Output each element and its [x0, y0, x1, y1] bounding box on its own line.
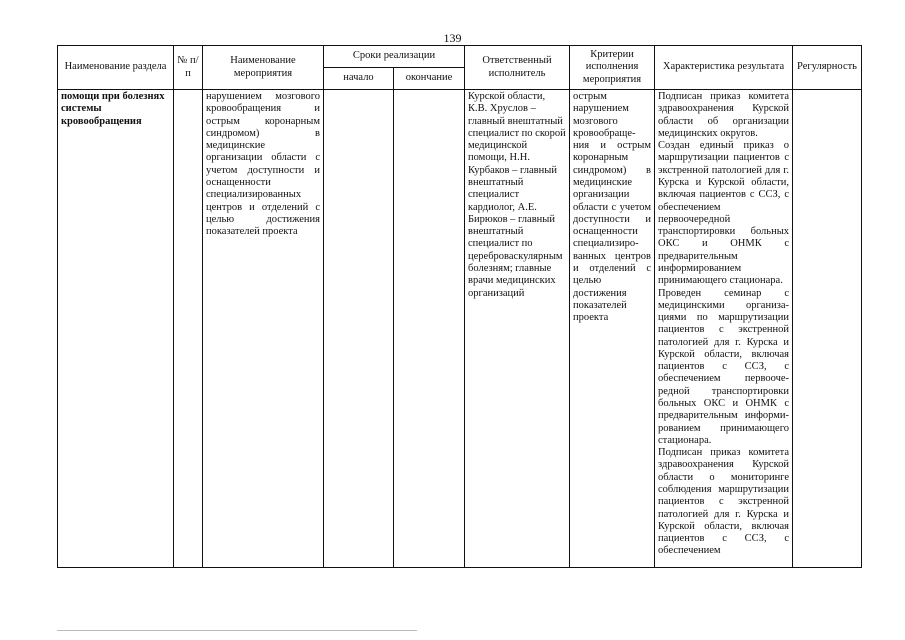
- header-event-name: Наименование мероприятия: [203, 46, 324, 90]
- row-result: [655, 90, 793, 568]
- header-end: окончание: [394, 68, 465, 90]
- row-section: помощи при болезнях системы кровообращения: [58, 90, 174, 568]
- header-start: начало: [324, 68, 394, 90]
- footer-rule: [57, 630, 417, 631]
- header-responsible: Ответственный исполнитель: [465, 46, 570, 90]
- header-result: Характеристика результата: [655, 46, 793, 90]
- result-paragraph: Подписан приказ комитета здравоохранения Курской области о мониторинге соблюдения маршрутизации пациентов с экстренной патологией для г. Курска и Курской области, включая пациентов с ССЗ, с обеспечением: [658, 447, 790, 557]
- header-section-name: Наименование раздела: [58, 46, 174, 90]
- row-criteria: острым нарушением мозгового кровообраще-ния и острым коронарным синдромом) в медицинские организации области с учетом доступности и оснащенности специализиро-ванных центров и отделений с целью достижения показателей проекта: [570, 90, 655, 568]
- page-number: 139: [443, 31, 462, 45]
- row-regularity: [793, 90, 862, 568]
- header-number: № п/п: [174, 46, 203, 90]
- row-event: нарушением мозгового кровообращения и острым коронарным синдромом) в медицинские организации области с учетом доступности и оснащенности специализированных центров и отделений с целью достижения показателей проекта: [203, 90, 324, 568]
- row-responsible: Курской области, К.В. Хруслов – главный внештатный специалист по скорой медицинской помощи, Н.Н. Курбаков – главный внештатный специалист кардиолог, А.Е. Бирюков – главный внештатный специалист по цереброваскулярным болезням; главные врачи медицинских организаций: [465, 90, 570, 568]
- table-row: [58, 90, 862, 568]
- result-paragraph: Подписан приказ комитета здравоохранения Курской области об организации медицинских округов.: [658, 91, 790, 139]
- plan-table: [57, 45, 862, 568]
- result-paragraph: Проведен семинар с медицинскими организа-циями по маршрутизации пациентов с экстренной патологией для г. Курска и Курской области, включая пациентов с ССЗ, с обеспечением первооче-редной транспортировки больных ОКС и ОНМК с предварительным информи-рованием принимающего стационара.: [658, 287, 790, 446]
- result-paragraph: Создан единый приказ о маршрутизации пациентов с экстренной патологией для г. Курска и Курской области, включая пациентов с ССЗ, с обеспечением первоочередной транспортировки больных ОКС и ОНМК с предварительным информированием принимающего стационара.: [658, 140, 790, 287]
- header-criteria: Критерии исполнения мероприятия: [570, 46, 655, 90]
- header-timeline: Сроки реализации: [324, 46, 465, 68]
- row-end: [394, 90, 465, 568]
- row-number: [174, 90, 203, 568]
- header-regularity: Регулярность: [793, 46, 862, 90]
- row-start: [324, 90, 394, 568]
